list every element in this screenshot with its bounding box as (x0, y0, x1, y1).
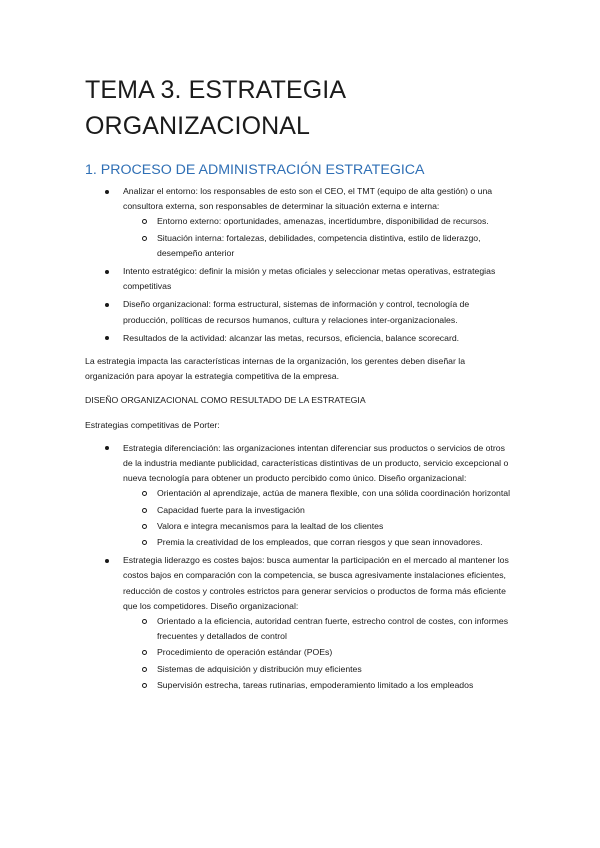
list-item (123, 553, 516, 693)
document-body (85, 184, 516, 693)
sub-list (123, 486, 516, 550)
porter-list (85, 441, 516, 693)
paragraph: La estrategia impacta las características internas de la organización, los gerentes deben diseñar la organización para apoyar la estrategia competitiva de la empresa. (85, 356, 466, 382)
sub-list-item: Situación interna: fortalezas, debilidades, competencia distintiva, estilo de liderazgo, desempeño anterior (157, 231, 516, 261)
sub-list-item: Supervisión estrecha, tareas rutinarias, empoderamiento limitado a los empleados (157, 678, 516, 693)
sub-list-item: Valora e integra mecanismos para la lealtad de los clientes (157, 519, 516, 534)
porter-intro: Estrategias competitivas de Porter: (85, 419, 220, 430)
list-item: Resultados de la actividad: alcanzar las metas, recursos, eficiencia, balance scorecard. (123, 331, 516, 346)
title-line-1: TEMA 3. ESTRATEGIA (85, 76, 347, 104)
title-line-2: ORGANIZACIONAL (85, 112, 311, 140)
sub-list-item: Capacidad fuerte para la investigación (157, 503, 516, 518)
list-item: Intento estratégico: definir la misión y metas oficiales y seleccionar metas operativas, estrategias competitivas (123, 264, 516, 294)
list-item-text: Analizar el entorno: los responsables de esto son el CEO, el TMT (equipo de alta gestión) o una consultora externa, son responsables de determinar la situación externa e interna: (123, 186, 493, 212)
list-item (123, 184, 516, 261)
process-list (85, 184, 516, 346)
sub-list-item: Orientación al aprendizaje, actúa de manera flexible, con una sólida coordinación horizontal (157, 486, 516, 501)
sub-list-item: Premia la creatividad de los empleados, que corran riesgos y que sean innovadores. (157, 535, 516, 550)
sub-list-item: Procedimiento de operación estándar (POEs) (157, 645, 516, 660)
list-item-text: Estrategia liderazgo es costes bajos: busca aumentar la participación en el mercado al mantener los costos bajos en comparación con la competencia, se busca agresivamente instalaciones eficientes, reducción de costos y controles estrictos para generar servicios o productos de forma más eficiente que los competidores. Diseño organizacional: (123, 555, 509, 611)
sub-list-item: Orientado a la eficiencia, autoridad centran fuerte, estrecho control de costes, con informes frecuentes y detallados de control (157, 614, 516, 644)
list-item: Diseño organizacional: forma estructural, sistemas de información y control, tecnología de producción, políticas de recursos humanos, cultura y relaciones inter-organizacionales. (123, 297, 516, 327)
list-item-text: Estrategia diferenciación: las organizaciones intentan diferenciar sus productos o servicios de otros de la industria mediante publicidad, características distintivas de un producto, servicio excepcional o nueva tecnología para obtener un producto percibido como único. Diseño organizacional: (123, 442, 509, 484)
sub-list (123, 214, 516, 261)
list-item (123, 441, 516, 550)
sub-list (123, 614, 516, 693)
section-heading: 1. PROCESO DE ADMINISTRACIÓN ESTRATEGICA (85, 162, 425, 178)
subheading: DISEÑO ORGANIZACIONAL COMO RESULTADO DE LA ESTRATEGIA (85, 395, 366, 406)
sub-list-item: Sistemas de adquisición y distribución muy eficientes (157, 662, 516, 677)
sub-list-item: Entorno externo: oportunidades, amenazas, incertidumbre, disponibilidad de recursos. (157, 214, 516, 229)
document-title (85, 72, 516, 144)
